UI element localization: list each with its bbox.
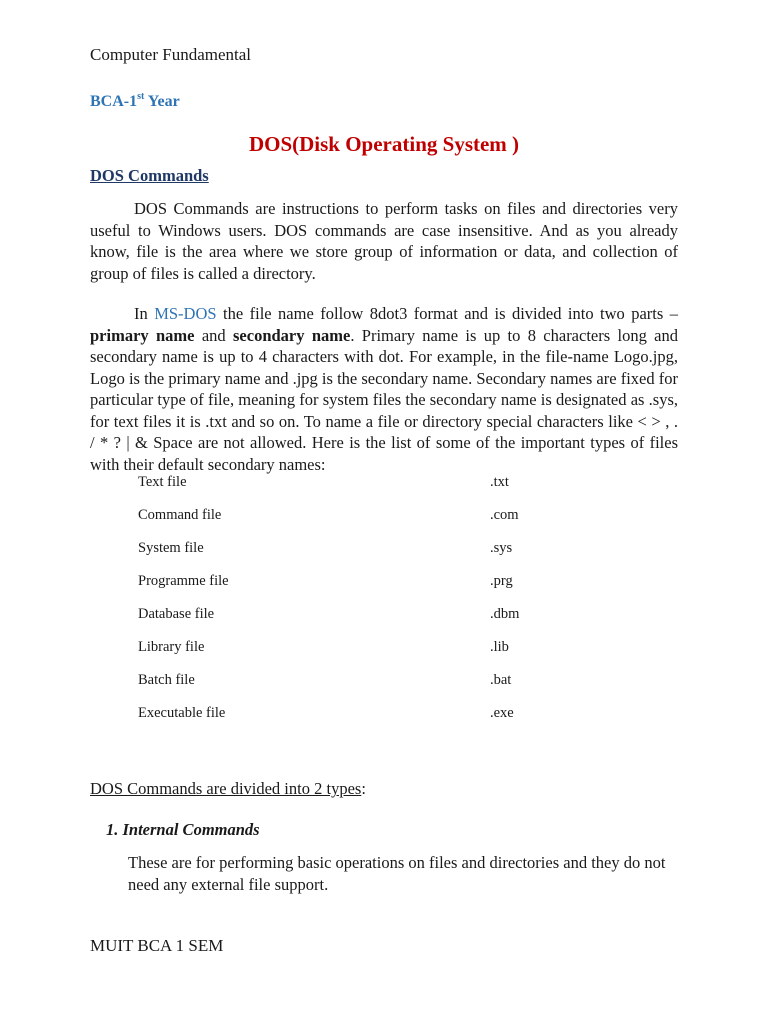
file-type-ext: .bat [490,672,512,688]
file-types-table [138,474,578,738]
p2-start: In [134,304,155,323]
year-prefix: BCA-1 [90,93,138,110]
file-type-name: Database file [138,606,215,622]
document-title: DOS(Disk Operating System ) [248,132,520,156]
file-type-ext: .sys [490,540,513,556]
course-header: Computer Fundamental [90,45,252,64]
command-types-text: DOS Commands are divided into 2 types [90,779,362,798]
table-row [138,474,578,507]
file-type-ext: .lib [490,639,509,655]
command-types-line [90,779,366,799]
p2-end: . Primary name is up to 8 characters long and secondary name is up to 4 characters with dot. For example, in the file-name Logo.jpg, Logo is the primary name and .jpg is the secondary name. Secondary names are fixed for particular type of file, meaning for system files the secondary name is designated as .sys, for text files it is .txt and so on. To name a file or directory special characters like < > , . / * ? | & Space are not allowed. Here is the list of some of the important types of files with their default secondary names: [90,325,678,474]
file-type-ext: .com [490,507,519,523]
file-type-name: Batch file [138,672,195,688]
table-row [138,573,578,606]
table-row [138,639,578,672]
file-type-ext: .exe [490,705,514,721]
intro-paragraph: DOS Commands are instructions to perform tasks on files and directories very useful to Windows users. DOS commands are case insensitive. And as you already know, file is the area where we store group of information or data, and collection of group of files is called a directory. [90,199,678,283]
year-label [90,93,180,111]
ms-dos-link[interactable]: MS-DOS [154,304,217,323]
table-row [138,540,578,573]
page-footer: MUIT BCA 1 SEM [90,936,224,955]
file-type-name: System file [138,540,204,556]
year-superscript: st [137,91,145,102]
file-type-ext: .prg [490,573,513,589]
table-row [138,507,578,540]
command-types-colon: : [361,779,366,798]
primary-name-term: primary name [90,325,195,345]
file-type-ext: .dbm [490,606,520,622]
table-row [138,606,578,639]
table-row [138,705,578,738]
file-type-name: Library file [138,639,205,655]
file-type-name: Programme file [138,573,229,589]
filename-paragraph [90,303,678,475]
table-row [138,672,578,705]
file-type-name: Command file [138,507,222,523]
file-type-name: Executable file [138,705,226,721]
p2-mid2: and [194,325,233,345]
internal-commands-text: These are for performing basic operations on files and directories and they do not need any external file support. [128,853,666,894]
file-type-ext: .txt [490,474,509,490]
p2-mid1: the file name follow 8dot3 format and is divided into two parts – [216,304,678,323]
section-heading: DOS Commands [90,166,209,185]
internal-commands-heading: 1. Internal Commands [106,820,260,839]
year-suffix: Year [144,93,180,110]
secondary-name-term: secondary name [233,325,351,345]
file-type-name: Text file [138,474,187,490]
